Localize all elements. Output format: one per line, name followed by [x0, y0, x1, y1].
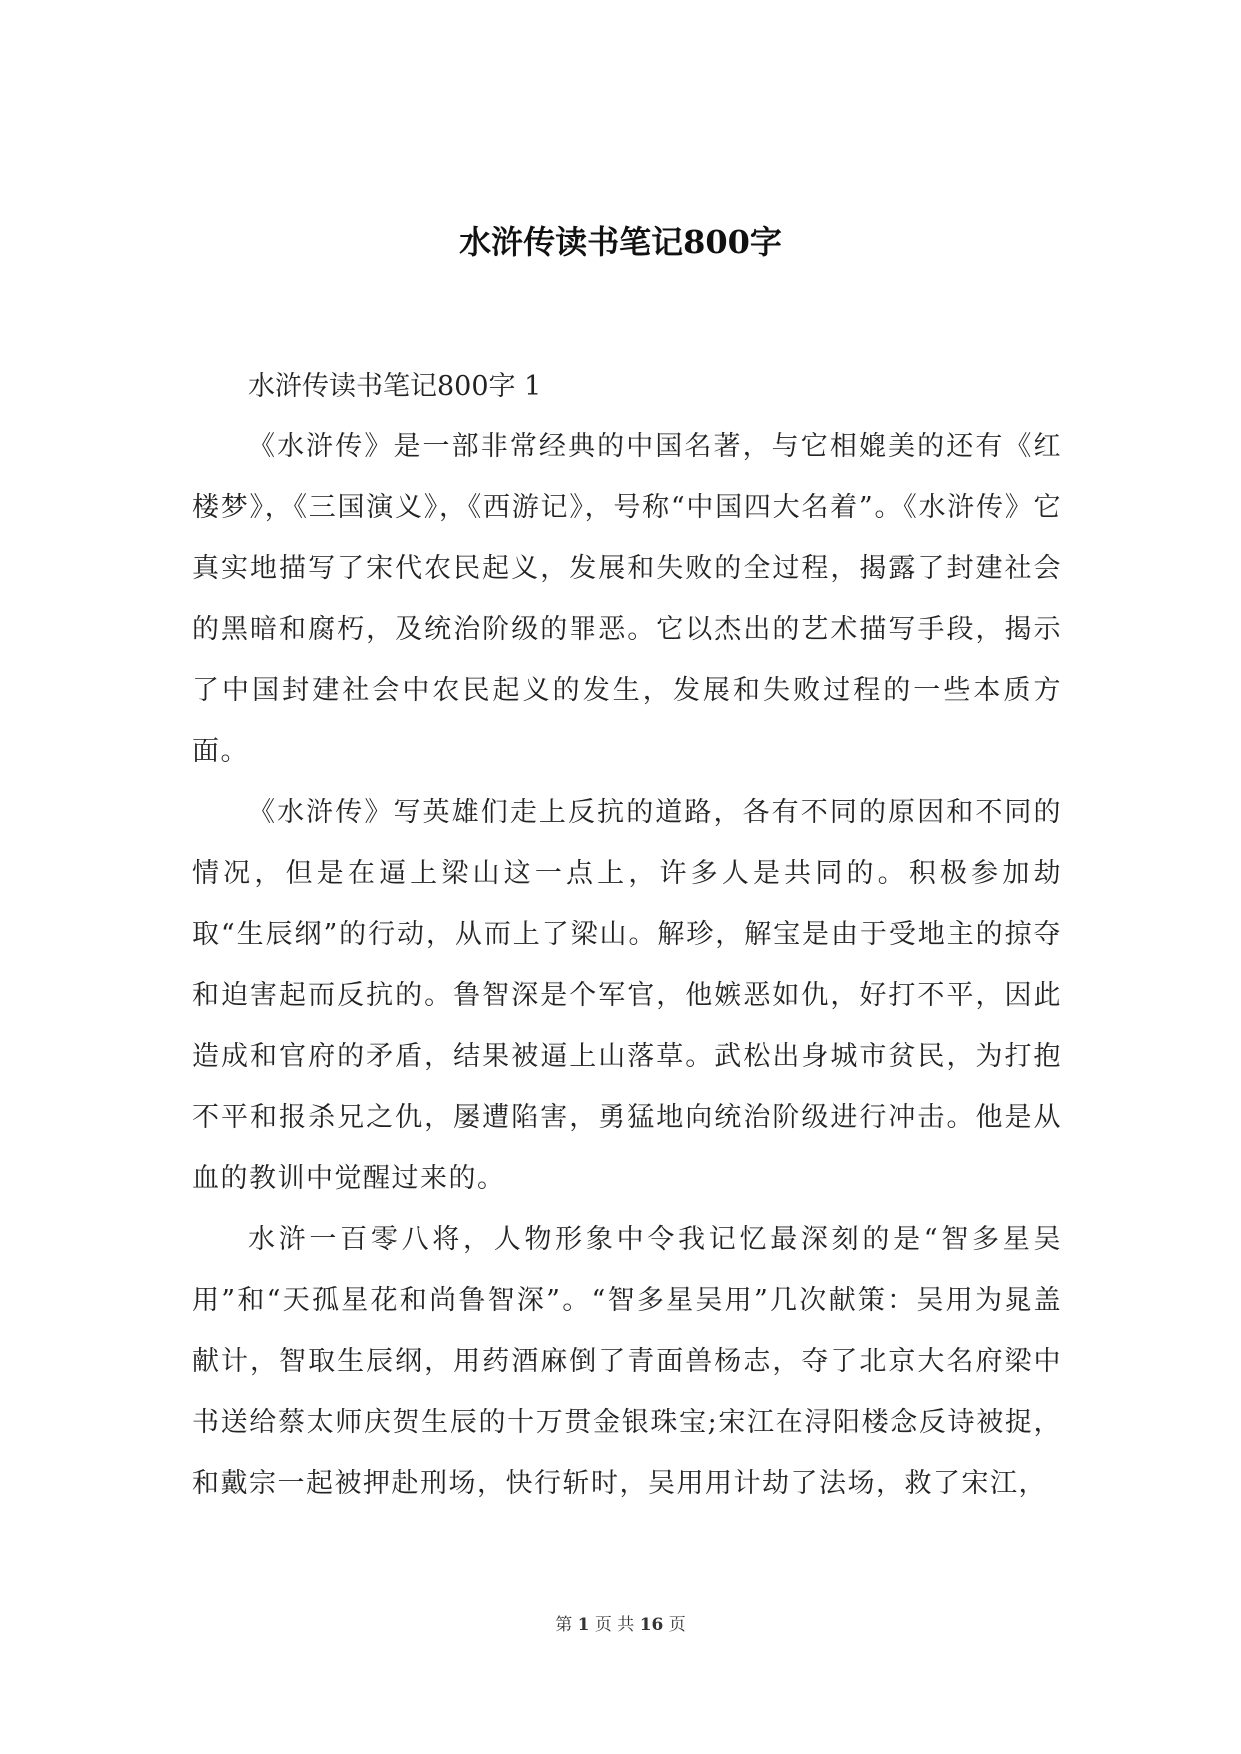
page-footer — [0, 1614, 1241, 1636]
section-heading: 水浒传读书笔记800字 1 — [248, 371, 542, 402]
paragraph-3: 水浒一百零八将，人物形象中令我记忆最深刻的是“智多星吴用”和“天孤星花和尚鲁智深”。“智多星吴用”几次献策：吴用为晁盖献计，智取生辰纲，用药酒麻倒了青面兽杨志，夺了北京大名府梁中书送给蔡太师庆贺生辰的十万贯金银珠宝;宋江在浔阳楼念反诗被捉，和戴宗一起被押赴刑场，快行斩时，吴用用计劫了法场，救了宋江， — [192, 1224, 1062, 1499]
paragraph-2: 《水浒传》写英雄们走上反抗的道路，各有不同的原因和不同的情况，但是在逼上梁山这一点上，许多人是共同的。积极参加劫取“生辰纲”的行动，从而上了梁山。解珍，解宝是由于受地主的掠夺和迫害起而反抗的。鲁智深是个军官，他嫉恶如仇，好打不平，因此造成和官府的矛盾，结果被逼上山落草。武松出身城市贫民，为打抱不平和报杀兄之仇，屡遭陷害，勇猛地向统治阶级进行冲击。他是从血的教训中觉醒过来的。 — [192, 797, 1062, 1194]
document-body — [192, 358, 1062, 1514]
document-title: 水浒传读书笔记800字 — [459, 223, 782, 261]
footer-suffix: 页 — [668, 1615, 686, 1635]
paragraph-1: 《水浒传》是一部非常经典的中国名著，与它相媲美的还有《红楼梦》，《三国演义》，《西游记》，号称“中国四大名着”。《水浒传》它真实地描写了宋代农民起义，发展和失败的全过程，揭露了封建社会的黑暗和腐朽，及统治阶级的罪恶。它以杰出的艺术描写手段，揭示了中国封建社会中农民起义的发生，发展和失败过程的一些本质方面。 — [192, 431, 1062, 767]
page-number: 1 — [577, 1615, 590, 1635]
footer-middle: 页 共 — [594, 1615, 635, 1635]
total-pages: 16 — [639, 1615, 664, 1635]
footer-prefix: 第 — [555, 1615, 573, 1635]
